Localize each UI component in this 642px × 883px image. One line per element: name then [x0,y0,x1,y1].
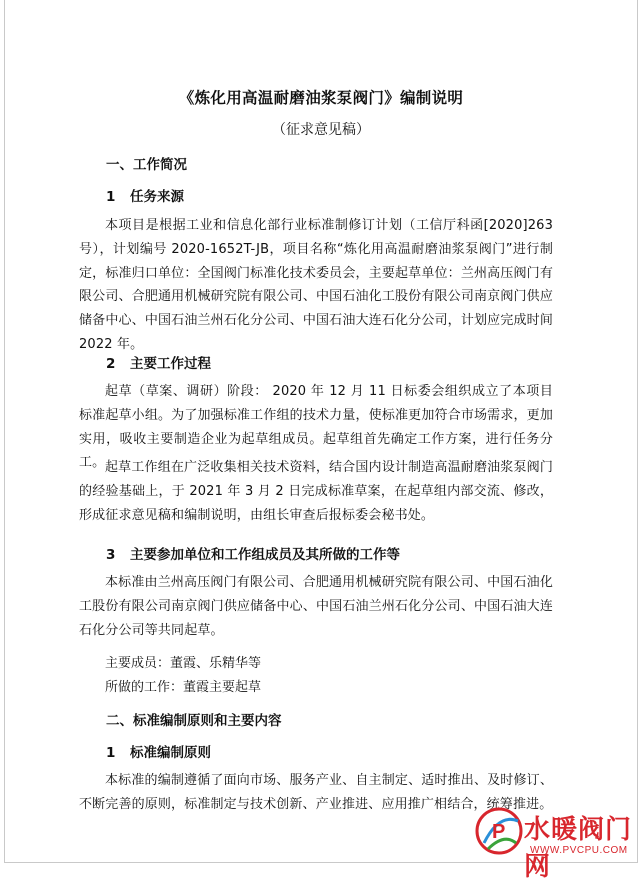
subsection-title: 标准编制原则 [130,745,211,761]
work-process-paragraph-2: 起草工作组在广泛收集相关技术资料，结合国内设计制造高温耐磨油浆泵阀门的经验基础上，于 2021 年 3 月 2 日完成标准草案，在起草组内部交流、修改，形成征求意见稿和编制说明，由组长审查后报标委会秘书处。 [79,460,553,523]
pvcpu-logo-icon [474,803,524,859]
watermark-url: WWW.PVCPU.COM [530,845,628,856]
subsection-number: 3 [106,547,116,563]
work-done-line: 所做的工作：董霞主要起草 [105,680,262,695]
work-process-paragraph-1: 起草（草案、调研）阶段： 2020 年 12 月 11 日标委会组织成立了本项目标准起草小组。为了加强标准工作组的技术力量，使标准更加符合市场需求，更加实用，吸收主要制造企业为起草组成员。起草组首先确定工作方案，进行任务分工。 [79,384,553,471]
subsection-number: 1 [106,189,116,205]
site-watermark [474,803,642,882]
participants-paragraph: 本标准由兰州高压阀门有限公司、合肥通用机械研究院有限公司、中国石油化工股份有限公司南京阀门供应储备中心、中国石油兰州石化分公司、中国石油大连石化分公司等共同起草。 [79,575,553,638]
section-1-heading: 一、工作简况 [106,157,187,173]
subsection-title: 主要工作过程 [130,356,211,372]
subsection-title: 任务来源 [130,189,184,205]
subsection-number: 1 [106,745,116,761]
principle-paragraph: 本标准的编制遵循了面向市场、服务产业、自主制定、适时推出、及时修订、不断完善的原则，标准制定与技术创新、产业推进、应用推广相结合，统筹推进。 [79,773,553,812]
subsection-2-1-heading [106,741,211,761]
subsection-1-3-heading [106,543,400,563]
task-source-paragraph: 本项目是根据工业和信息化部行业标准制修订计划（工信厅科函[2020]263号），计划编号 2020-1652T-JB，项目名称“炼化用高温耐磨油浆泵阀门”进行制定，标准归口单位：全国阀门标准化技术委员会，主要起草单位：兰州高压阀门有限公司、合肥通用机械研究院有限公司、中国石油化工股份有限公司南京阀门供应储备中心、中国石油兰州石化分公司、中国石油大连石化分公司，计划应完成时间 2022 年。 [79,218,553,352]
logo-letter: P [492,821,506,843]
main-members-line: 主要成员：董霞、乐精华等 [105,656,262,671]
document-subtitle: （征求意见稿） [272,122,370,138]
subsection-number: 2 [106,356,116,372]
subsection-1-2-heading [106,352,211,372]
watermark-site-name: 水暖阀门网 [524,815,633,882]
subsection-title: 主要参加单位和工作组成员及其所做的工作等 [130,547,400,563]
subsection-1-1-heading [106,185,184,205]
section-2-heading: 二、标准编制原则和主要内容 [106,713,282,729]
document-title: 《炼化用高温耐磨油浆泵阀门》编制说明 [178,89,464,107]
